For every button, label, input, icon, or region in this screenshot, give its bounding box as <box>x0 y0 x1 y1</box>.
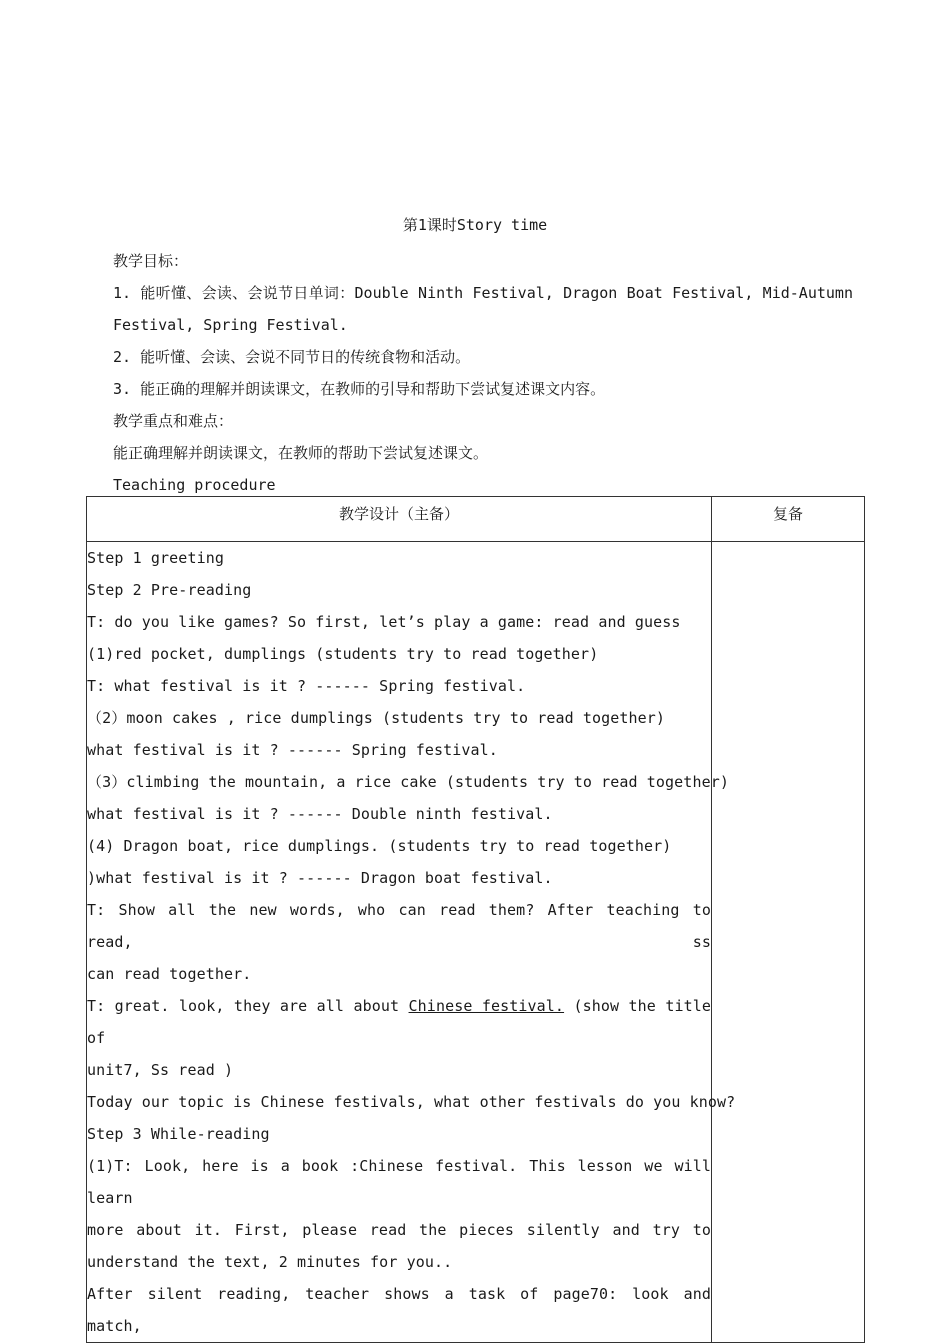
objective-item-3: 3. 能正确的理解并朗读课文，在教师的引导和帮助下尝试复述课文内容。 <box>113 380 606 398</box>
lesson-intro <box>113 245 853 501</box>
plan-line: Step 3 While-reading <box>87 1125 270 1143</box>
objective-item-1: 1. 能听懂、会读、会说节日单词：Double Ninth Festival, Dragon Boat Festival, Mid-Autumn <box>113 284 853 302</box>
plan-text: T: great. look, they are all about <box>87 997 409 1015</box>
plan-line: (4) Dragon boat, rice dumplings. (students try to read together) <box>87 837 672 855</box>
plan-line: can read together. <box>87 965 252 983</box>
plan-text: (show the title of <box>87 997 711 1047</box>
plan-line: )what festival is it ? ------ Dragon boat festival. <box>87 869 553 887</box>
objective-item-2: 2. 能听懂、会读、会说不同节日的传统食物和活动。 <box>113 348 471 366</box>
plan-line: T: what festival is it ? ------ Spring festival. <box>87 677 526 695</box>
teaching-plan-table <box>86 496 865 1343</box>
underlined-topic: Chinese festival. <box>408 997 565 1015</box>
plan-line: more about it. First, please read the pieces silently and try to <box>87 1221 711 1239</box>
plan-line: T: Show all the new words, who can read them? After teaching to read, ss <box>87 901 711 951</box>
key-points-heading: 教学重点和难点： <box>113 412 234 430</box>
plan-line: （2）moon cakes , rice dumplings (students try to read together) <box>87 709 666 727</box>
plan-line: (1)red pocket, dumplings (students try to read together) <box>87 645 599 663</box>
table-header-row <box>87 497 865 542</box>
plan-line: understand the text, 2 minutes for you.. <box>87 1253 453 1271</box>
key-points-text: 能正确理解并朗读课文，在教师的帮助下尝试复述课文。 <box>113 444 489 462</box>
plan-line: （3）climbing the mountain, a rice cake (students try to read together) <box>87 773 729 791</box>
header-main-design: 教学设计（主备） <box>87 497 712 542</box>
plan-line: what festival is it ? ------ Double ninth festival. <box>87 805 553 823</box>
plan-line: Today our topic is Chinese festivals, what other festivals do you know? <box>87 1093 736 1111</box>
plan-line: unit7, Ss read ) <box>87 1061 234 1079</box>
objective-item-1-continued: Festival, Spring Festival. <box>113 316 348 334</box>
procedure-label: Teaching procedure <box>113 476 276 494</box>
plan-line: what festival is it ? ------ Spring festival. <box>87 741 498 759</box>
plan-line: Step 1 greeting <box>87 549 224 567</box>
table-body-row <box>87 542 865 1343</box>
lesson-title: 第1课时Story time <box>402 216 548 234</box>
plan-line: (1)T: Look, here is a book :Chinese festival. This lesson we will learn <box>87 1157 711 1207</box>
plan-line: Step 2 Pre-reading <box>87 581 252 599</box>
plan-line: After silent reading, teacher shows a task of page70: look and match, <box>87 1285 711 1335</box>
objectives-heading: 教学目标： <box>113 252 189 270</box>
review-cell <box>712 542 865 1343</box>
header-review: 复备 <box>712 497 865 542</box>
plan-line-with-underline <box>87 990 711 1054</box>
plan-line: T: do you like games? So first, let’s play a game: read and guess <box>87 613 681 631</box>
design-content-cell <box>87 542 736 1343</box>
